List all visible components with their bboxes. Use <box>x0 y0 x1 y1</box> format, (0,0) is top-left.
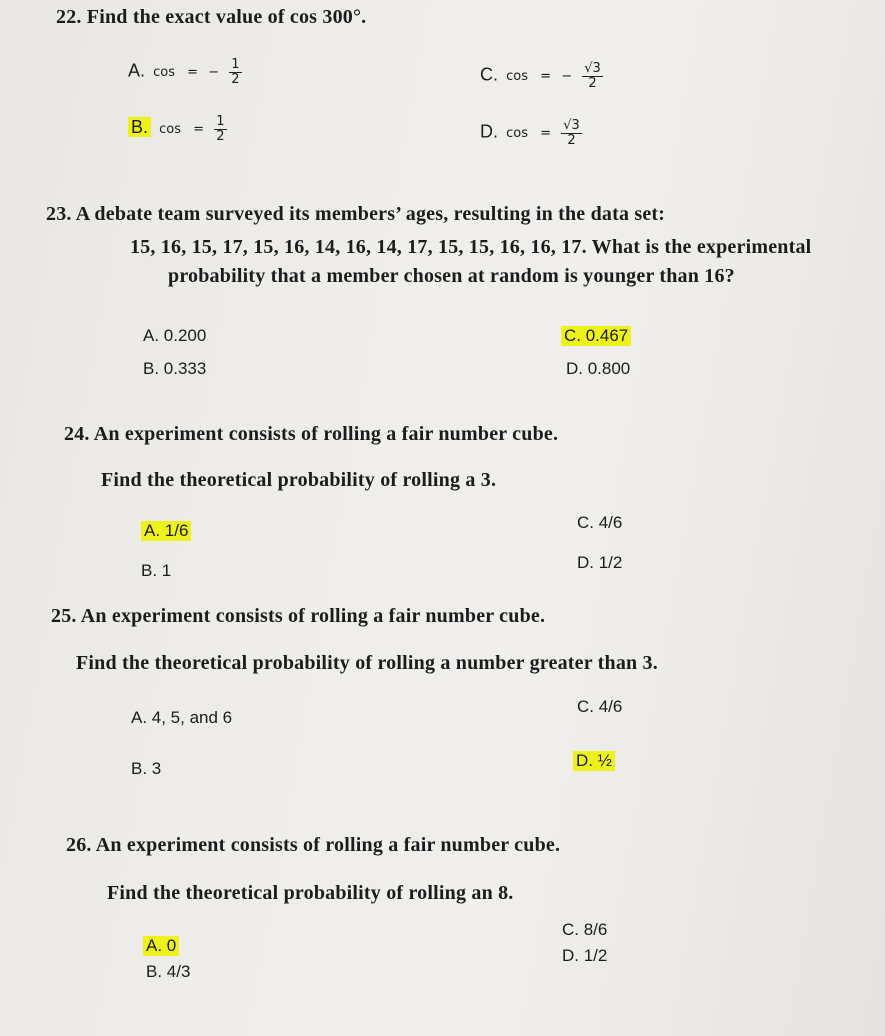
q22-option-a-sign: − <box>208 65 220 81</box>
q22-option-d <box>480 119 582 149</box>
q26-option-b: B. 4/3 <box>146 962 191 981</box>
question-22-prompt: 22. Find the exact value of cos 300°. <box>56 6 367 28</box>
q22-option-a <box>128 58 242 88</box>
q25-option-d: D. ½ <box>573 751 615 771</box>
question-26-line-2: Find the theoretical probability of rolling an 8. <box>107 882 514 904</box>
q22-option-c-numerator: √3 <box>584 61 601 76</box>
q24-option-c: C. 4/6 <box>577 513 623 532</box>
q23-option-d: D. 0.800 <box>566 359 631 378</box>
q22-option-b-rel: = <box>193 122 205 138</box>
question-24-line-2: Find the theoretical probability of rolling a 3. <box>101 469 497 491</box>
question-26-line-1: 26. An experiment consists of rolling a fair number cube. <box>66 834 561 856</box>
q22-option-c <box>480 62 603 92</box>
question-23-line-3: probability that a member chosen at random is younger than 16? <box>168 265 735 287</box>
q23-option-c: C. 0.467 <box>561 326 631 346</box>
q22-option-a-lhs: cos <box>153 65 176 81</box>
q22-option-b-denominator: 2 <box>216 129 225 145</box>
q22-option-c-letter: C. <box>480 64 498 85</box>
q25-option-a: A. 4, 5, and 6 <box>131 708 233 727</box>
q24-option-d: D. 1/2 <box>577 553 623 572</box>
q22-option-b <box>128 115 227 145</box>
question-24-line-1: 24. An experiment consists of rolling a fair number cube. <box>64 423 559 445</box>
q22-option-d-rel: = <box>540 126 552 142</box>
question-23-line-2: 15, 16, 15, 17, 15, 16, 14, 16, 14, 17, 15, 15, 16, 16, 17. What is the experimental <box>130 236 812 258</box>
q22-option-c-lhs: cos <box>506 69 529 85</box>
q25-option-b: B. 3 <box>131 759 162 778</box>
q24-option-a: A. 1/6 <box>141 521 191 541</box>
q22-option-a-letter: A. <box>128 60 146 81</box>
q22-option-c-fraction <box>582 62 603 92</box>
q22-option-c-sign: − <box>561 69 573 85</box>
question-25-line-1: 25. An experiment consists of rolling a fair number cube. <box>51 605 546 627</box>
q22-option-b-letter: B. <box>128 117 151 137</box>
question-23-line-1: 23. A debate team surveyed its members’ ages, resulting in the data set: <box>46 203 666 225</box>
q22-option-a-denominator: 2 <box>231 72 240 88</box>
q22-option-a-rel: = <box>187 65 199 81</box>
q22-option-d-denominator: 2 <box>567 133 576 149</box>
q22-option-b-fraction <box>214 115 226 145</box>
q26-option-c: C. 8/6 <box>562 920 608 939</box>
question-25-line-2: Find the theoretical probability of rolling a number greater than 3. <box>76 652 658 674</box>
q22-option-d-lhs: cos <box>506 126 529 142</box>
q26-option-d: D. 1/2 <box>562 946 608 965</box>
q23-option-b: B. 0.333 <box>143 359 207 378</box>
q22-option-c-denominator: 2 <box>588 76 597 92</box>
q22-option-a-fraction <box>229 58 241 88</box>
q23-option-a: A. 0.200 <box>143 326 207 345</box>
q26-option-a: A. 0 <box>143 936 179 956</box>
q24-option-b: B. 1 <box>141 561 172 580</box>
q22-option-c-rel: = <box>540 69 552 85</box>
q22-option-d-fraction <box>561 119 582 149</box>
q25-option-c: C. 4/6 <box>577 697 623 716</box>
q22-option-a-numerator: 1 <box>231 57 240 72</box>
q22-option-b-lhs: cos <box>159 122 182 138</box>
q22-option-d-numerator: √3 <box>563 118 580 133</box>
q22-option-b-numerator: 1 <box>216 114 225 129</box>
q22-option-d-letter: D. <box>480 121 498 142</box>
